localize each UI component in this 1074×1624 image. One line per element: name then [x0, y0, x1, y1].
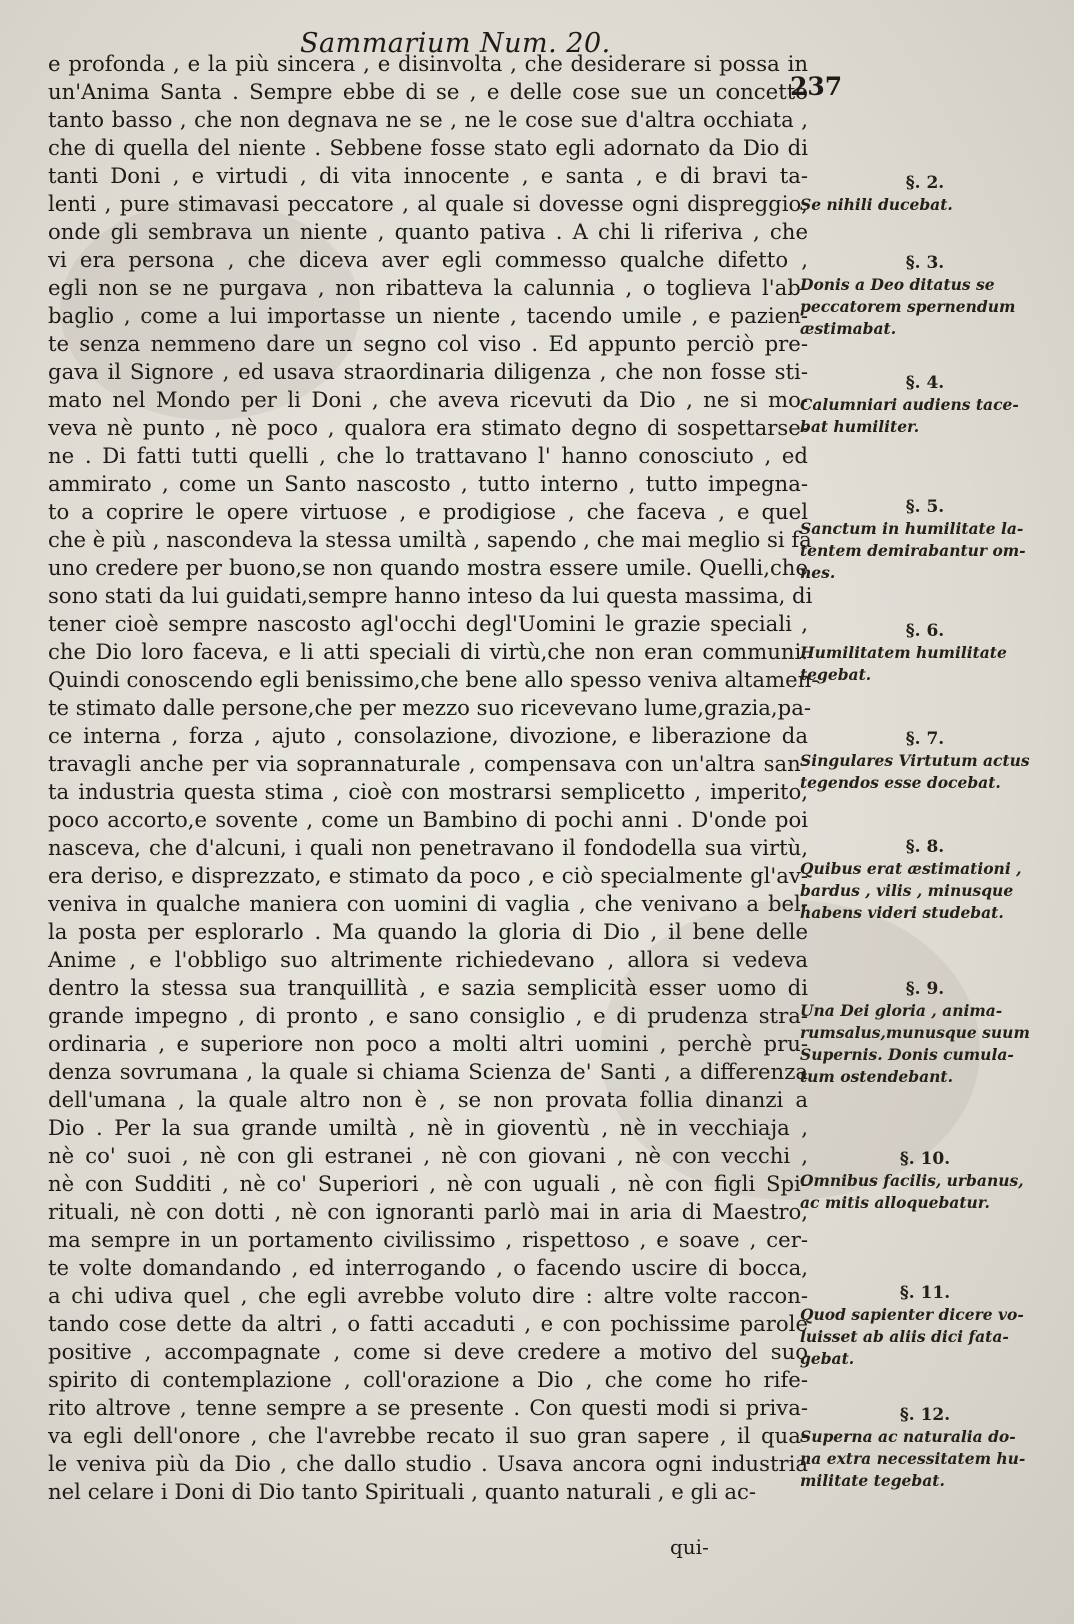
text-line: Anime , e l'obbligo suo altrimente richiedevano , allora si vedeva — [48, 947, 808, 972]
margin-note — [800, 1404, 1050, 1492]
margin-note-section: §. 3. — [905, 253, 945, 273]
text-line: baglio , come a lui importasse un niente , tacendo umile , e pazien- — [48, 303, 808, 328]
margin-note — [800, 252, 1050, 340]
margin-note — [800, 1148, 1050, 1214]
margin-note-section: §. 2. — [905, 173, 945, 193]
margin-note — [800, 496, 1050, 584]
text-line: ta industria questa stima , cioè con mostrarsi semplicetto , imperito, — [48, 779, 808, 804]
margin-note-line: Se nihili ducebat. — [800, 195, 953, 214]
text-line: gava il Signore , ed usava straordinaria diligenza , che non fosse sti- — [48, 359, 808, 384]
margin-note-line: bat humiliter. — [800, 417, 920, 436]
margin-note-line: tegendos esse docebat. — [800, 773, 1001, 792]
margin-note-line: tegebat. — [800, 665, 872, 684]
page-number: 237 — [790, 72, 843, 101]
text-line: tando cose dette da altri , o fatti accaduti , e con pochissime parole — [48, 1311, 808, 1336]
text-line: rito altrove , tenne sempre a se presente . Con questi modi si priva- — [48, 1395, 808, 1420]
text-line: era deriso, e disprezzato, e stimato da poco , e ciò specialmente gl'av- — [48, 863, 808, 888]
margin-note-line: tentem demirabantur om- — [800, 541, 1026, 560]
margin-note-line: Una Dei gloria , anima- — [800, 1001, 1003, 1020]
text-line: onde gli sembrava un niente , quanto pativa . A chi li riferiva , che — [48, 219, 808, 244]
text-line: nè con Sudditi , nè co' Superiori , nè con uguali , nè con figli Spi- — [48, 1171, 808, 1196]
margin-note-section: §. 8. — [905, 837, 945, 857]
text-line: che di quella del niente . Sebbene fosse stato egli adornato da Dio di — [48, 135, 808, 160]
text-line: la posta per esplorarlo . Ma quando la gloria di Dio , il bene delle — [48, 919, 808, 944]
margin-note-line: Supernis. Donis cumula- — [800, 1045, 1014, 1064]
margin-note-section: §. 12. — [899, 1405, 951, 1425]
text-line: veniva in qualche maniera con uomini di vaglia , che venivano a bel- — [48, 891, 808, 916]
text-line: spirito di contemplazione , coll'orazione a Dio , che come ho rife- — [48, 1367, 808, 1392]
margin-note-section: §. 6. — [905, 621, 945, 641]
margin-note-line: Donis a Deo ditatus se — [800, 275, 995, 294]
text-line: tener cioè sempre nascosto agl'occhi degl'Uomini le grazie speciali , — [48, 611, 808, 636]
text-line: nasceva, che d'alcuni, i quali non penetravano il fondodella sua virtù, — [48, 835, 808, 860]
margin-note-line: militate tegebat. — [800, 1471, 945, 1490]
text-line: lenti , pure stimavasi peccatore , al quale si dovesse ogni dispreggio, — [48, 191, 808, 216]
text-line: te volte domandando , ed interrogando , o facendo uscire di bocca, — [48, 1255, 808, 1280]
margin-note — [800, 372, 1050, 438]
margin-note-line: na extra necessitatem hu- — [800, 1449, 1026, 1468]
margin-note-section: §. 4. — [905, 373, 945, 393]
text-line: egli non se ne purgava , non ribatteva la calunnia , o toglieva l'ab- — [48, 275, 808, 300]
text-line: Dio . Per la sua grande umiltà , nè in gioventù , nè in vecchiaja , — [48, 1115, 808, 1140]
margin-note-line: Omnibus facilis, urbanus, — [800, 1171, 1024, 1190]
text-line: sono stati da lui guidati,sempre hanno inteso da lui questa massima, di — [48, 583, 813, 608]
text-line: Quindi conoscendo egli benissimo,che bene allo spesso veniva altamen- — [48, 667, 819, 692]
text-line: le veniva più da Dio , che dallo studio . Usava ancora ogni industria — [48, 1451, 808, 1476]
text-line: e profonda , e la più sincera , e disinvolta , che desiderare si possa in — [48, 51, 808, 76]
margin-note-section: §. 5. — [905, 497, 945, 517]
margin-note-section: §. 7. — [905, 729, 945, 749]
margin-note-line: Calumniari audiens tace- — [800, 395, 1019, 414]
text-line: travagli anche per via soprannaturale , compensava con un'altra san- — [48, 751, 808, 776]
margin-note-line: Quod sapienter dicere vo- — [800, 1305, 1024, 1324]
margin-note — [800, 172, 1050, 216]
text-line: che Dio loro faceva, e li atti speciali di virtù,che non eran communi. — [48, 639, 808, 664]
margin-note — [800, 620, 1050, 686]
text-line: nè co' suoi , nè con gli estranei , nè con giovani , nè con vecchi , — [48, 1143, 808, 1168]
catchword: qui- — [670, 1535, 709, 1559]
text-line: tanto basso , che non degnava ne se , ne le cose sue d'altra occhiata , — [48, 107, 808, 132]
text-line: ammirato , come un Santo nascosto , tutto interno , tutto impegna- — [48, 471, 808, 496]
text-line: dell'umana , la quale altro non è , se non provata follia dinanzi a — [48, 1087, 808, 1112]
text-line: to a coprire le opere virtuose , e prodigiose , che faceva , e quel — [48, 499, 808, 524]
text-line: mato nel Mondo per li Doni , che aveva ricevuti da Dio , ne si mo- — [48, 387, 808, 412]
running-head: Sammarium Num. 20. — [300, 28, 611, 59]
margin-note — [800, 1282, 1050, 1370]
text-line: uno credere per buono,se non quando mostra essere umile. Quelli,che — [48, 555, 808, 580]
text-line: veva nè punto , nè poco , qualora era stimato degno di sospettarse- — [48, 415, 808, 440]
margin-note-line: Humilitatem humilitate — [800, 643, 1007, 662]
text-line: ne . Di fatti tutti quelli , che lo trattavano l' hanno conosciuto , ed — [48, 443, 808, 468]
margin-note — [800, 836, 1050, 924]
text-line: dentro la stessa sua tranquillità , e sazia semplicità esser uomo di — [48, 975, 808, 1000]
margin-note-line: peccatorem spernendum — [800, 297, 1016, 316]
margin-note-line: luisset ab aliis dici fata- — [800, 1327, 1009, 1346]
text-line: che è più , nascondeva la stessa umiltà , sapendo , che mai meglio si fa — [48, 527, 812, 552]
margin-note-line: ac mitis alloquebatur. — [800, 1193, 990, 1212]
text-line: poco accorto,e sovente , come un Bambino di pochi anni . D'onde poi — [48, 807, 808, 832]
margin-note-line: Sanctum in humilitate la- — [800, 519, 1024, 538]
margin-note-line: æstimabat. — [800, 319, 897, 338]
text-line: positive , accompagnate , come si deve credere a motivo del suo — [48, 1339, 808, 1364]
margin-note-line: bardus , vilis , minusque — [800, 881, 1014, 900]
margin-note-section: §. 9. — [905, 979, 945, 999]
text-line: ma sempre in un portamento civilissimo , rispettoso , e soave , cer- — [48, 1227, 808, 1252]
text-line: tanti Doni , e virtudi , di vita innocente , e santa , e di bravi ta- — [48, 163, 808, 188]
margin-note-section: §. 10. — [899, 1149, 951, 1169]
margin-note-line: tum ostendebant. — [800, 1067, 953, 1086]
text-line: rituali, nè con dotti , nè con ignoranti parlò mai in aria di Maestro, — [48, 1199, 808, 1224]
margin-note-line: Quibus erat æstimationi , — [800, 859, 1022, 878]
text-line: vi era persona , che diceva aver egli commesso qualche difetto , — [48, 247, 808, 272]
text-line: denza sovrumana , la quale si chiama Scienza de' Santi , a differenza — [48, 1059, 808, 1084]
text-line: va egli dell'onore , che l'avrebbe recato il suo gran sapere , il qua- — [48, 1423, 808, 1448]
margin-note-line: habens videri studebat. — [800, 903, 1004, 922]
text-line: te stimato dalle persone,che per mezzo suo ricevevano lume,grazia,pa- — [48, 695, 812, 720]
text-line: ce interna , forza , ajuto , consolazione, divozione, e liberazione da — [48, 723, 808, 748]
margin-note-line: rumsalus,munusque suum — [800, 1023, 1030, 1042]
margin-note — [800, 728, 1050, 794]
text-line: a chi udiva quel , che egli avrebbe voluto dire : altre volte raccon- — [48, 1283, 808, 1308]
margin-note-line: Singulares Virtutum actus — [800, 751, 1030, 770]
margin-note-line: gebat. — [800, 1349, 855, 1368]
text-line: grande impegno , di pronto , e sano consiglio , e di prudenza stra- — [48, 1003, 808, 1028]
margin-note — [800, 978, 1050, 1088]
margin-note-line: nes. — [800, 563, 836, 582]
margin-note-line: Superna ac naturalia do- — [800, 1427, 1016, 1446]
text-line: un'Anima Santa . Sempre ebbe di se , e delle cose sue un concetto — [48, 79, 808, 104]
text-line: nel celare i Doni di Dio tanto Spirituali , quanto naturali , e gli ac- — [48, 1479, 756, 1504]
margin-note-section: §. 11. — [899, 1283, 951, 1303]
text-line: te senza nemmeno dare un segno col viso . Ed appunto perciò pre- — [48, 331, 808, 356]
text-line: ordinaria , e superiore non poco a molti altri uomini , perchè pru- — [48, 1031, 808, 1056]
